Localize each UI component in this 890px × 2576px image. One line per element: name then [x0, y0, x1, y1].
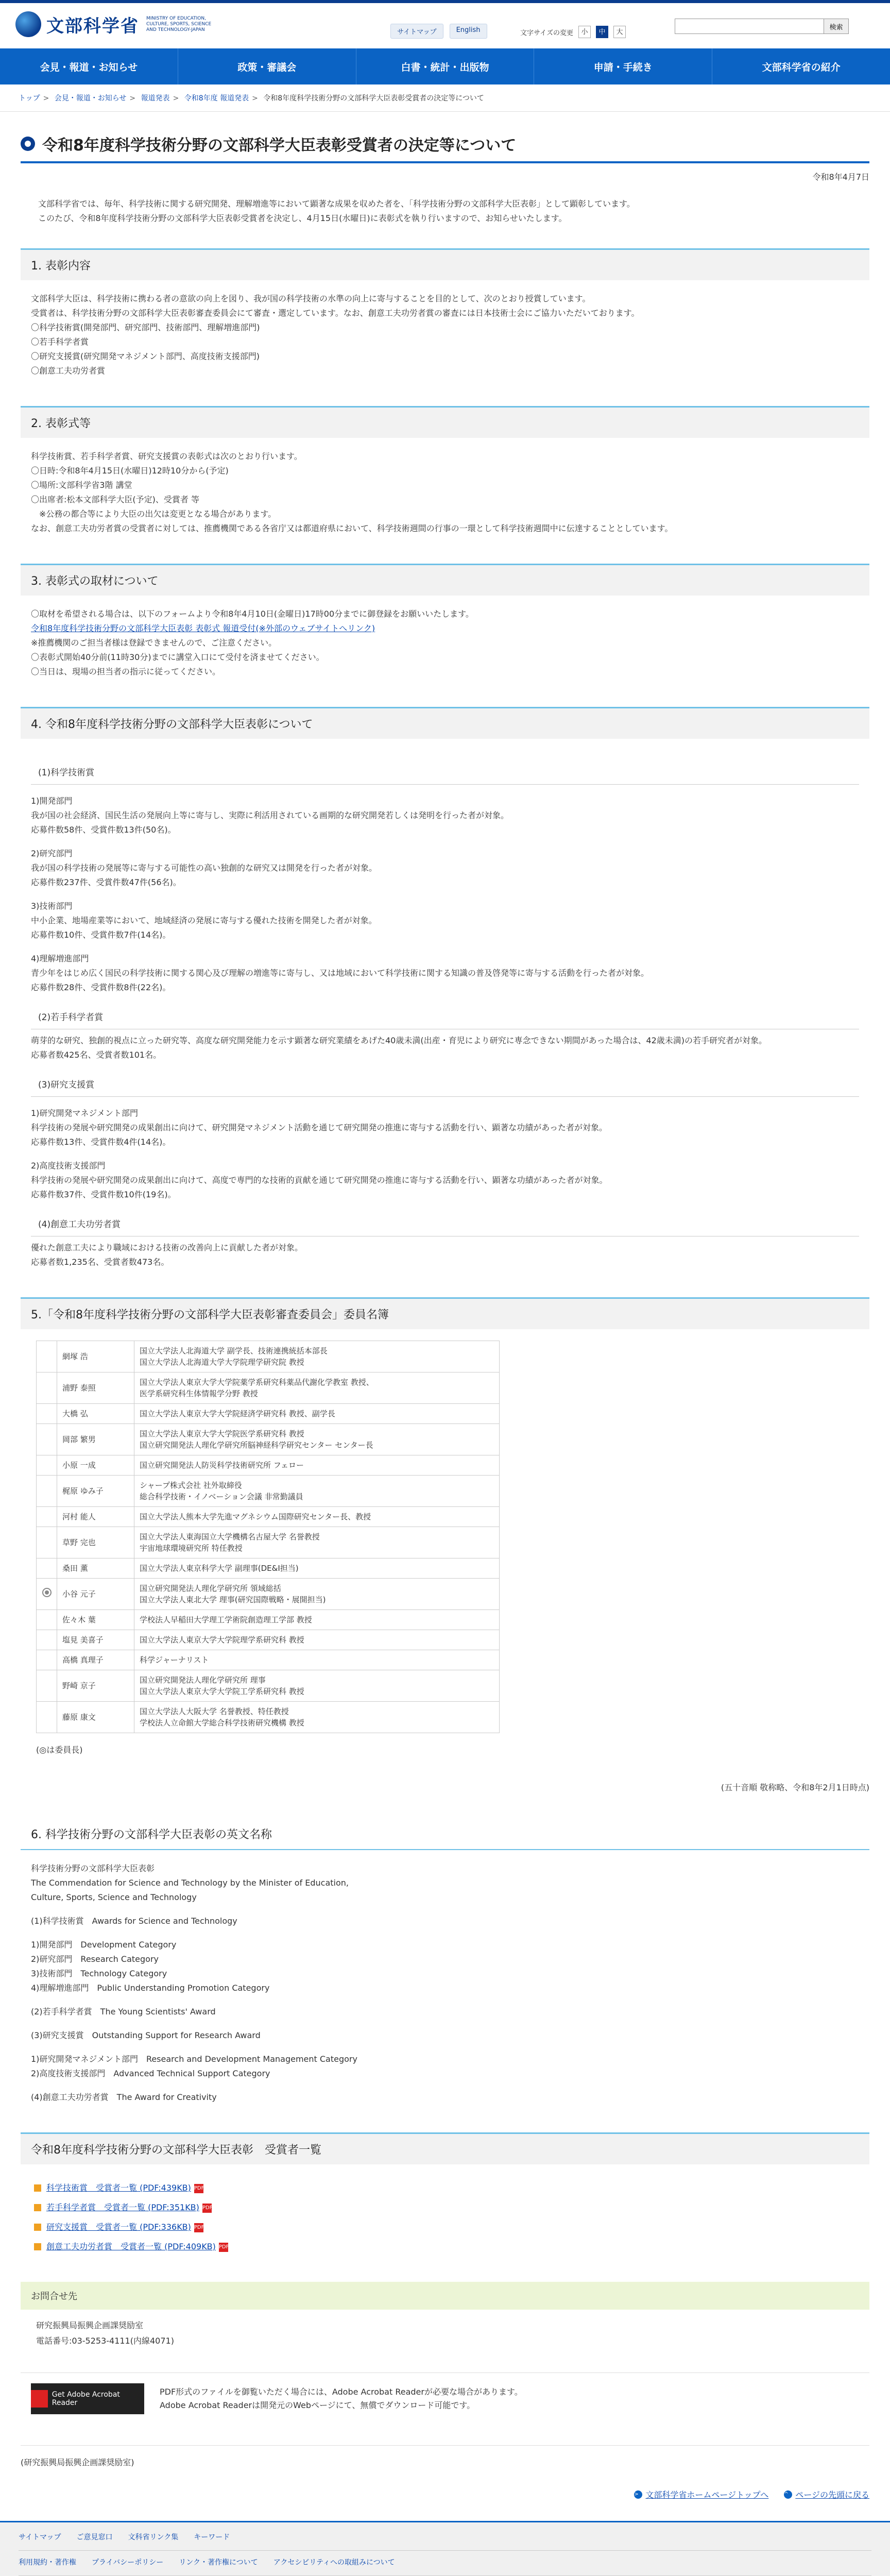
footer-link[interactable]: サイトマップ: [19, 2533, 61, 2541]
section-body: [21, 280, 869, 383]
font-medium-button[interactable]: 中: [596, 26, 608, 38]
category-title: 1)研究開発マネジメント部門: [31, 1108, 138, 1118]
winners-pdf-link[interactable]: 創意工夫功労者賞 受賞者一覧 (PDF:409KB): [46, 2242, 216, 2251]
footer-link[interactable]: リンク・著作権について: [179, 2558, 258, 2567]
order-note: (五十音順 敬称略、令和8年2月1日時点): [721, 1783, 869, 1792]
category-title: 1)開発部門: [31, 796, 73, 806]
text-line: (1)科学技術賞 Awards for Science and Technology: [31, 1916, 237, 1926]
pdf-icon: PDF: [202, 2204, 212, 2213]
gnav-white-paper[interactable]: 白書・統計・出版物: [356, 48, 535, 84]
sitemap-link[interactable]: サイトマップ: [390, 24, 443, 39]
text-line: Adobe Acrobat Readerは開発元のWebページにて、無償でダウンロード可能です。: [160, 2400, 475, 2410]
text-line: 優れた創意工夫により職域における技術の改善向上に貢献した者が対象。: [31, 1243, 303, 1252]
bullet-icon: [34, 2243, 41, 2250]
member-name: 浦野 泰照: [57, 1372, 134, 1404]
member-affiliation: 国立大学法人大阪大学 名誉教授、特任教授 学校法人立命館大学総合科学技術研究機構 教授: [134, 1702, 500, 1733]
acrobat-icon: [31, 2390, 48, 2408]
section-heading: 3. 表彰式の取材について: [21, 564, 869, 596]
text-line: 応募者数1,235名、受賞者数473名。: [31, 1257, 169, 1267]
text-line: ※公務の都合等により大臣の出欠は変更となる場合があります。: [31, 509, 277, 519]
page-links: [21, 2488, 869, 2511]
contact-body: [21, 2310, 869, 2357]
section-heading: 5.「令和8年度科学技術分野の文部科学大臣表彰審査委員会」委員名簿: [21, 1297, 869, 1329]
table-row: [37, 1527, 500, 1558]
winners-pdf-link[interactable]: 研究支援賞 受賞者一覧 (PDF:336KB): [46, 2222, 191, 2232]
category-title: 4)理解増進部門: [31, 954, 89, 963]
text-line: 青少年をはじめ広く国民の科学技術に関する関心及び理解の増進等に寄与し、又は地域において科学技術に関する知識の普及啓発等に寄与する活動を行った者が対象。: [31, 968, 649, 978]
text-line: 応募件数10件、受賞件数7件(14名)。: [31, 930, 171, 940]
member-name: 小原 一成: [57, 1455, 134, 1476]
member-affiliation: 国立大学法人東海国立大学機構名古屋大学 名誉教授 宇宙地球環境研究所 特任教授: [134, 1527, 500, 1558]
logo-text: 文部科学省: [46, 15, 139, 37]
footer-link[interactable]: プライバシーポリシー: [92, 2558, 164, 2567]
chair-mark-cell: [37, 1630, 57, 1650]
member-name: 梶原 ゆみ子: [57, 1476, 134, 1507]
breadcrumb-current: 令和8年度科学技術分野の文部科学大臣表彰受賞者の決定等について: [263, 94, 484, 103]
member-affiliation: 国立研究開発法人理化学研究所 領域総括 国立大学法人東北大学 理事(研究国際戦略・展開担当): [134, 1579, 500, 1610]
header: [0, 0, 890, 48]
top-links: [390, 24, 487, 39]
text-line: 科学技術分野の文部科学大臣表彰: [31, 1863, 155, 1873]
table-row: [37, 1455, 500, 1476]
section-body: [21, 1850, 869, 2110]
table-row: [37, 1507, 500, 1527]
footer-link[interactable]: 文科省リンク集: [128, 2533, 179, 2541]
member-name: 高橋 真理子: [57, 1650, 134, 1670]
chair-icon: [42, 1588, 52, 1597]
subsection-heading: (4)創意工夫功労者賞: [31, 1213, 859, 1236]
category-title: 2)研究部門: [31, 849, 73, 858]
page-title: [21, 132, 869, 163]
footer-row-1: [19, 2532, 871, 2542]
section-body: [21, 739, 869, 1275]
member-affiliation: 国立大学法人東京科学大学 副理事(DE&I担当): [134, 1558, 500, 1579]
member-name: 大橋 弘: [57, 1404, 134, 1424]
text-line: 〇科学技術賞(開発部門、研究部門、技術部門、理解増進部門): [31, 323, 260, 332]
logo[interactable]: [15, 11, 213, 37]
text-line: 科学技術の発展や研究開発の成果創出に向けて、研究開発マネジメント活動を通じて研究開発の推進に寄与する活動を行い、顕著な功績があった者が対象。: [31, 1123, 608, 1132]
breadcrumb: [0, 84, 890, 112]
search-input[interactable]: [675, 19, 824, 34]
chevron-right-icon: >: [173, 94, 179, 103]
member-name: 塩見 美喜子: [57, 1630, 134, 1650]
table-row: [37, 1670, 500, 1702]
bullet-icon: [34, 2184, 41, 2192]
section-heading: 1. 表彰内容: [21, 248, 869, 280]
acrobat-text: [160, 2385, 523, 2412]
search-box: [675, 19, 849, 34]
member-affiliation: 国立大学法人北海道大学 副学長、技術連携統括本部長 国立大学法人北海道大学大学院理学研究院 教授: [134, 1341, 500, 1372]
text-line: The Commendation for Science and Technology by the Minister of Education,: [31, 1878, 349, 1888]
chevron-right-icon: >: [43, 94, 49, 103]
logo-en-text: MINISTRY OF EDUCATION, CULTURE, SPORTS, SCIENCE AND TECHNOLOGY-JAPAN: [146, 15, 212, 32]
list-item: [31, 2240, 859, 2254]
text-line: (3)研究支援賞 Outstanding Support for Research Award: [31, 2030, 261, 2040]
text-line: PDF形式のファイルを御覧いただく場合には、Adobe Acrobat Readerが必要な場合があります。: [160, 2387, 523, 2397]
text-line: 〇場所:文部科学省3階 講堂: [31, 480, 132, 490]
text-line: 2)研究部門 Research Category: [31, 1954, 159, 1964]
acrobat-download-button[interactable]: [31, 2383, 144, 2414]
chair-mark-cell: [37, 1558, 57, 1579]
font-small-button[interactable]: 小: [578, 26, 591, 38]
section-heading: 4. 令和8年度科学技術分野の文部科学大臣表彰について: [21, 707, 869, 739]
search-button[interactable]: 検索: [824, 19, 849, 34]
footer-link[interactable]: キーワード: [194, 2533, 230, 2541]
chair-mark-cell: [37, 1610, 57, 1630]
winners-pdf-link[interactable]: 科学技術賞 受賞者一覧 (PDF:439KB): [46, 2183, 191, 2193]
text-line: 〇表彰式開始40分前(11時30分)までに講堂入口にて受付を済ませてください。: [31, 652, 324, 662]
intro-line: このたび、令和8年度科学技術分野の文部科学大臣表彰受賞者を決定し、4月15日(水曜日)に表彰式を執り行いますので、お知らせいたします。: [38, 213, 567, 223]
member-name: 網塚 浩: [57, 1341, 134, 1372]
text-line: 萌芽的な研究、独創的視点に立った研究等、高度な研究開発能力を示す顕著な研究業績をあげた40歳未満(出産・育児により研究に専念できない期間があった場合は、42歳未満)の若手研究者が対象。: [31, 1036, 767, 1045]
member-affiliation: 国立大学法人東京大学大学院薬学系研究科薬品代謝化学教室 教授、 医学系研究科生体情報学分野 教授: [134, 1372, 500, 1404]
acrobat-badge-label: Get Adobe Acrobat Reader: [52, 2391, 120, 2407]
text-line: 科学技術の発展や研究開発の成果創出に向けて、高度で専門的な技術的貢献を通じて研究開発の推進に寄与する活動を行い、顕著な功績があった者が対象。: [31, 1175, 608, 1185]
acrobat-notice: [21, 2372, 869, 2425]
chair-mark-cell: [37, 1404, 57, 1424]
subsection-heading: (1)科学技術賞: [31, 761, 859, 785]
member-affiliation: 学校法人早稲田大学理工学術院創造理工学部 教授: [134, 1610, 500, 1630]
member-affiliation: 国立大学法人東京大学大学院経済学研究科 教授、副学長: [134, 1404, 500, 1424]
table-row: [37, 1579, 500, 1610]
section-heading: 2. 表彰式等: [21, 406, 869, 438]
intro: [38, 197, 852, 226]
subsection-heading: (2)若手科学者賞: [31, 1006, 859, 1029]
member-name: 草野 完也: [57, 1527, 134, 1558]
text-line: 科学技術賞、若手科学者賞、研究支援賞の表彰式は次のとおり行います。: [31, 451, 302, 461]
member-affiliation: 国立研究開発法人理化学研究所 理事 国立大学法人東京大学大学院工学系研究科 教授: [134, 1670, 500, 1702]
table-row: [37, 1650, 500, 1670]
gnav-about[interactable]: 文部科学省の紹介: [762, 61, 841, 73]
member-name: 河村 能人: [57, 1507, 134, 1527]
text-line: 〇取材を希望される場合は、以下のフォームより令和8年4月10日(金曜日)17時00分までに御登録をお願いいたします。: [31, 609, 474, 619]
table-row: [37, 1476, 500, 1507]
member-name: 岡部 繁男: [57, 1424, 134, 1455]
footer: [0, 2521, 890, 2576]
section-heading: 令和8年度科学技術分野の文部科学大臣表彰 受賞者一覧: [21, 2132, 869, 2164]
member-affiliation: シャープ株式会社 社外取締役 総合科学技術・イノベーション会議 非常勤議員: [134, 1476, 500, 1507]
home-link-wrap: [634, 2488, 768, 2500]
bullet-icon: [34, 2204, 41, 2211]
press-registration-link[interactable]: 令和8年度科学技術分野の文部科学大臣表彰 表彰式 報道受付(※外部のウェブサイトへリンク): [31, 623, 375, 633]
breadcrumb-press[interactable]: 会見・報道・お知らせ: [54, 94, 127, 103]
text-line: 我が国の科学技術の発展等に寄与する可能性の高い独創的な研究又は開発を行った者が対象。: [31, 863, 378, 873]
member-name: 佐々木 葉: [57, 1610, 134, 1630]
text-line: 応募件数37件、受賞件数10件(19名)。: [31, 1190, 176, 1199]
contact-dept: 研究振興局振興企画課奨励室: [36, 2320, 144, 2330]
pdf-icon: PDF: [219, 2243, 228, 2252]
breadcrumb-r8-release[interactable]: 令和8年度 報道発表: [184, 94, 249, 103]
intro-line: 文部科学省では、毎年、科学技術に関する研究開発、理解増進等において顕著な成果を収めた者を、「科学技術分野の文部科学大臣表彰」として顕彰しています。: [38, 199, 635, 209]
text-line: 〇創意工夫功労者賞: [31, 366, 106, 376]
winners-list: [21, 2164, 869, 2264]
text-line: なお、創意工夫功労者賞の受賞者に対しては、推薦機関である各省庁又は都道府県において、科学技術週間の行事の一環として科学技術週間中に伝達することとしています。: [31, 523, 673, 533]
pdf-icon: PDF: [194, 2184, 203, 2193]
list-item: [31, 2220, 859, 2234]
footer-link[interactable]: ご意見窓口: [76, 2533, 113, 2541]
text-line: 3)技術部門 Technology Category: [31, 1969, 167, 1978]
text-line: 受賞者は、科学技術分野の文部科学大臣表彰審査委員会にて審査・選定しています。なお、創意工夫功労者賞の審査には日本技術士会にご協力いただいております。: [31, 308, 640, 318]
chair-note: (◎は委員長): [36, 1745, 83, 1755]
chair-mark-cell: [37, 1476, 57, 1507]
table-row: [37, 1372, 500, 1404]
chair-mark-cell: [37, 1341, 57, 1372]
chair-mark-cell: [37, 1579, 57, 1610]
list-item: [31, 2200, 859, 2215]
text-line: 中小企業、地場産業等において、地域経済の発展に寄与する優れた技術を開発した者が対象。: [31, 916, 377, 925]
back-to-top-link[interactable]: ページの先頭に戻る: [795, 2490, 869, 2500]
title-bullet-icon: [21, 137, 35, 151]
gnav-press[interactable]: 会見・報道・お知らせ: [0, 48, 178, 84]
chair-mark-cell: [37, 1702, 57, 1733]
gnav-policy[interactable]: 政策・審議会: [178, 48, 356, 84]
font-large-button[interactable]: 大: [613, 26, 626, 38]
table-row: [37, 1610, 500, 1630]
footer-link[interactable]: 利用規約・著作権: [19, 2558, 76, 2567]
home-link[interactable]: 文部科学省ホームページトップへ: [645, 2490, 769, 2500]
member-name: 桑田 薫: [57, 1558, 134, 1579]
chair-mark-cell: [37, 1650, 57, 1670]
text-line: 1)研究開発マネジメント部門 Research and Development Management Category: [31, 2054, 357, 2064]
contact-heading: お問合せ先: [21, 2282, 869, 2310]
text-line: 我が国の社会経済、国民生活の発展向上等に寄与し、実際に利活用されている画期的な研究開発若しくは発明を行った者が対象。: [31, 810, 509, 820]
chevron-right-icon: >: [252, 94, 258, 103]
chair-mark-cell: [37, 1424, 57, 1455]
chair-mark-cell: [37, 1670, 57, 1702]
committee-table: [36, 1341, 500, 1733]
top-link-wrap: [784, 2488, 869, 2500]
global-nav: [0, 48, 890, 84]
table-row: [37, 1630, 500, 1650]
bullet-icon: [34, 2224, 41, 2231]
member-name: 野崎 京子: [57, 1670, 134, 1702]
member-name: 小谷 元子: [57, 1579, 134, 1610]
member-affiliation: 国立大学法人東京大学大学院理学系研究科 教授: [134, 1630, 500, 1650]
main-content: [0, 132, 890, 2511]
member-name: 藤原 康文: [57, 1702, 134, 1733]
font-size-control: [520, 26, 626, 38]
page-title-text: 令和8年度科学技術分野の文部科学大臣表彰受賞者の決定等について: [42, 137, 517, 155]
chair-mark-cell: [37, 1507, 57, 1527]
bottom-note: (研究振興局振興企画課奨励室): [21, 2445, 869, 2468]
pdf-icon: PDF: [194, 2223, 203, 2232]
text-line: 1)開発部門 Development Category: [31, 1940, 177, 1950]
winners-pdf-link[interactable]: 若手科学者賞 受賞者一覧 (PDF:351KB): [46, 2202, 199, 2212]
list-item: [31, 2181, 859, 2195]
text-line: ※推薦機関のご担当者様は登録できませんので、ご注意ください。: [31, 638, 277, 648]
table-row: [37, 1341, 500, 1372]
breadcrumb-release[interactable]: 報道発表: [141, 94, 170, 103]
chair-mark-cell: [37, 1455, 57, 1476]
font-size-label: 文字サイズの変更: [520, 29, 573, 37]
arrow-right-icon: >: [634, 2490, 642, 2499]
category-title: 2)高度技術支援部門: [31, 1161, 106, 1171]
text-line: 〇研究支援賞(研究開発マネジメント部門、高度技術支援部門): [31, 351, 260, 361]
member-affiliation: 国立大学法人熊本大学先進マグネシウム国際研究センター長、教授: [134, 1507, 500, 1527]
subsection-heading: (3)研究支援賞: [31, 1074, 859, 1097]
text-line: 〇若手科学者賞: [31, 337, 89, 347]
chair-mark-cell: [37, 1372, 57, 1404]
text-line: 〇出席者:松本文部科学大臣(予定)、受賞者 等: [31, 495, 199, 504]
section-body: [21, 596, 869, 684]
footer-row-2: [19, 2557, 871, 2567]
table-row: [37, 1558, 500, 1579]
english-link[interactable]: English: [450, 24, 487, 39]
text-line: 応募件数237件、受賞件数47件(56名)。: [31, 877, 181, 887]
footer-link[interactable]: アクセシビリティへの取組みについて: [273, 2558, 395, 2567]
text-line: (4)創意工夫功労者賞 The Award for Creativity: [31, 2092, 217, 2102]
member-affiliation: 国立大学法人東京大学大学院医学系研究科 教授 国立研究開発法人理化学研究所脳神経科学研究センター センター長: [134, 1424, 500, 1455]
contact-phone: 電話番号:03-5253-4111(内線4071): [36, 2336, 174, 2346]
table-row: [37, 1424, 500, 1455]
table-row: [37, 1404, 500, 1424]
gnav-application[interactable]: 申請・手続き: [534, 48, 712, 84]
breadcrumb-top[interactable]: トップ: [19, 94, 40, 103]
text-line: Culture, Sports, Science and Technology: [31, 1892, 197, 1902]
chair-mark-cell: [37, 1527, 57, 1558]
text-line: 〇日時:令和8年4月15日(水曜日)12時10分から(予定): [31, 466, 229, 476]
member-affiliation: 科学ジャーナリスト: [134, 1650, 500, 1670]
publish-date: 令和8年4月7日: [812, 172, 869, 182]
chevron-right-icon: >: [129, 94, 136, 103]
table-row: [37, 1702, 500, 1733]
text-line: 4)理解増進部門 Public Understanding Promotion Category: [31, 1983, 270, 1993]
text-line: 応募件数58件、受賞件数13件(50名)。: [31, 825, 176, 835]
text-line: 文部科学大臣は、科学技術に携わる者の意欲の向上を図り、我が国の科学技術の水準の向上に寄与することを目的として、次のとおり授賞しています。: [31, 294, 591, 303]
category-title: 3)技術部門: [31, 901, 73, 911]
section-body: [21, 438, 869, 541]
text-line: 応募者数425名、受賞者数101名。: [31, 1050, 162, 1060]
mext-logo-icon: [15, 11, 41, 37]
text-line: 応募件数28件、受賞件数8件(22名)。: [31, 982, 171, 992]
text-line: (2)若手科学者賞 The Young Scientists' Award: [31, 2007, 216, 2016]
text-line: 応募件数13件、受賞件数4件(14名)。: [31, 1137, 171, 1147]
text-line: 〇当日は、現場の担当者の指示に従ってください。: [31, 667, 221, 676]
member-affiliation: 国立研究開発法人防災科学技術研究所 フェロー: [134, 1455, 500, 1476]
arrow-up-icon: ^: [784, 2490, 792, 2499]
section-heading: 6. 科学技術分野の文部科学大臣表彰の英文名称: [21, 1819, 869, 1850]
text-line: 2)高度技術支援部門 Advanced Technical Support Category: [31, 2069, 270, 2078]
